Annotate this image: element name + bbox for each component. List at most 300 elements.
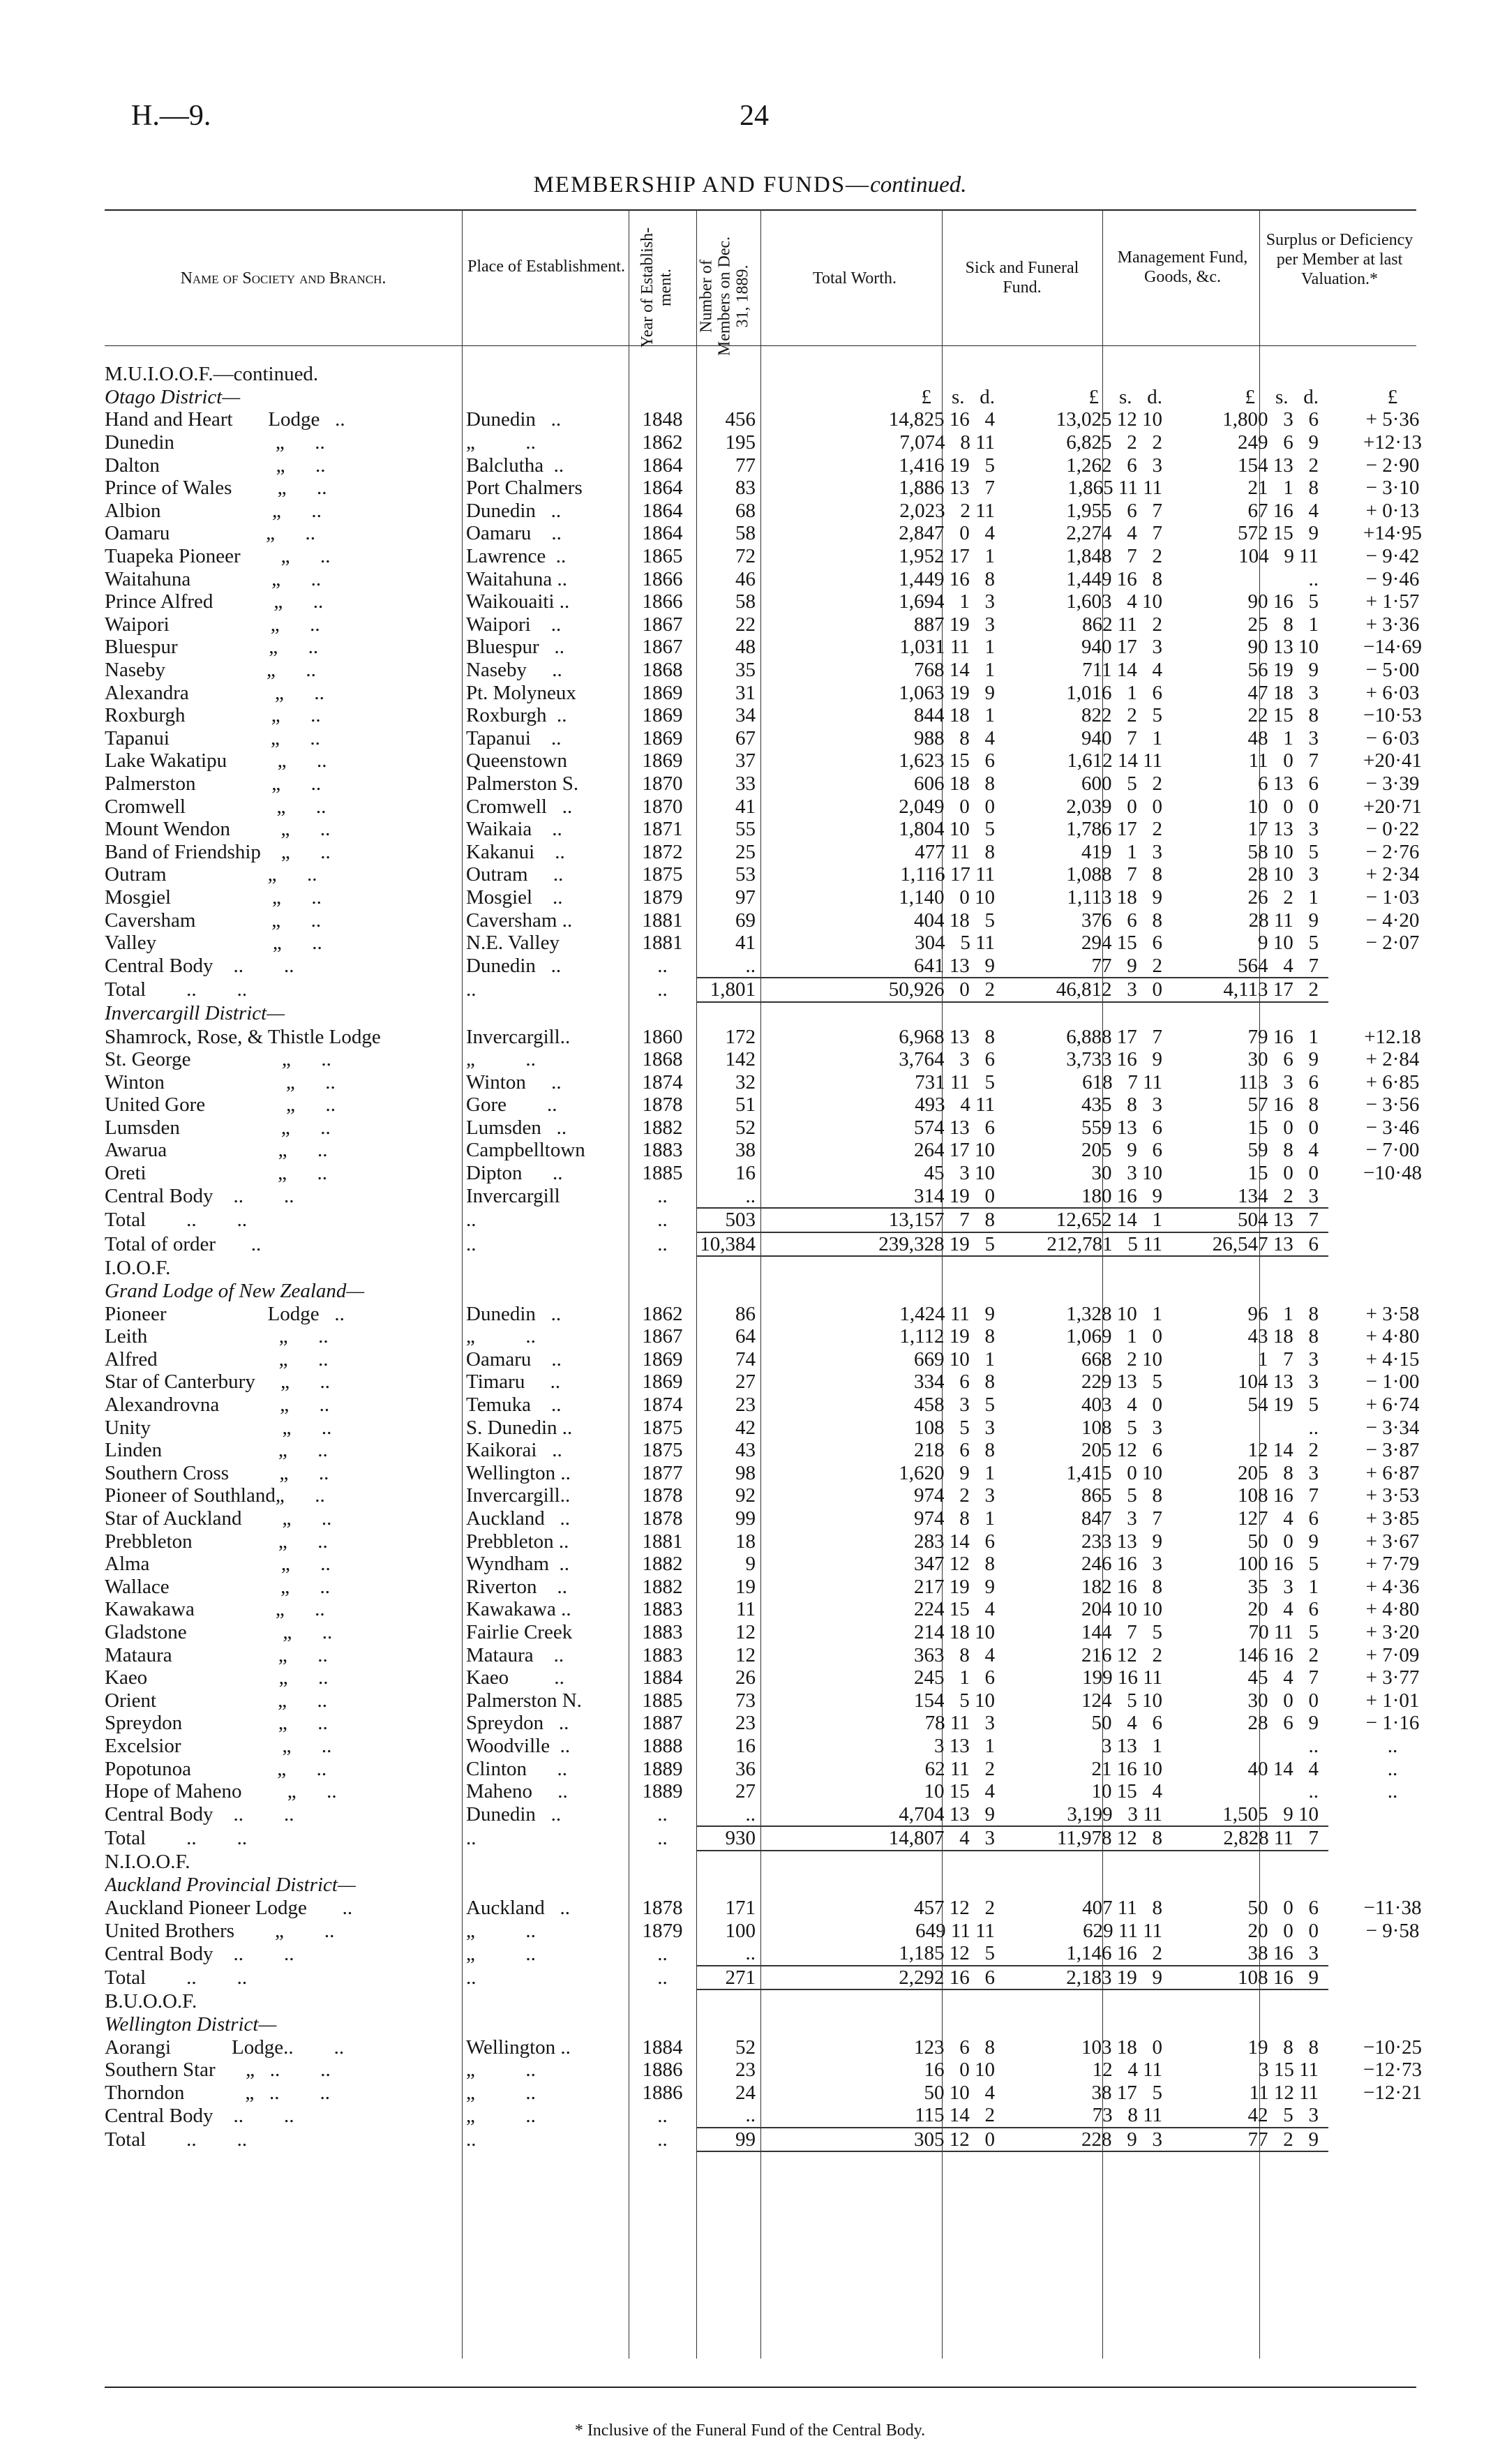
cell-year: 1867 xyxy=(642,636,683,659)
cell-mf: .. xyxy=(1308,1734,1319,1757)
cell-tw: 1,952 17 1 xyxy=(899,545,995,568)
cell-mf: 249 6 9 xyxy=(1238,431,1319,454)
cell-year xyxy=(629,2013,696,2036)
cell-tw: 887 19 3 xyxy=(914,613,995,636)
table-row xyxy=(105,1689,1457,1712)
cell-year: 1884 xyxy=(642,1666,683,1689)
cell-name: Gladstone „ .. xyxy=(105,1620,333,1643)
cell-mem: 64 xyxy=(735,1325,756,1348)
cell-sf: 3,733 16 9 xyxy=(1066,1048,1162,1071)
cell-name: St. George „ .. xyxy=(105,1048,331,1071)
cell-sp xyxy=(1328,1966,1457,1990)
cell-tw: 1,112 19 8 xyxy=(899,1325,995,1348)
cell-mf: 28 11 9 xyxy=(1248,909,1319,932)
cell-tw: 218 6 8 xyxy=(914,1439,995,1462)
cell-place: Dunedin .. xyxy=(466,1803,562,1826)
cell-tw: 1,063 19 9 xyxy=(899,681,995,704)
cell-place: Prebbleton .. xyxy=(466,1530,569,1553)
cell-name: Kaeo „ .. xyxy=(105,1666,329,1689)
cell-name: Total .. .. xyxy=(105,1209,248,1232)
cell-place xyxy=(462,363,629,386)
cell-tw xyxy=(761,1851,1007,1874)
cell-place: „ .. xyxy=(466,1048,536,1071)
cell-name: Naseby „ .. xyxy=(105,659,316,682)
cell-place: .. xyxy=(466,1209,477,1232)
cell-tw: 50 10 4 xyxy=(924,2081,995,2104)
section-heading-row xyxy=(105,1002,1457,1026)
cell-name: Waitahuna „ .. xyxy=(105,567,322,590)
cell-year: 1878 xyxy=(642,1484,683,1507)
cell-sf: 46,812 3 0 xyxy=(1007,978,1172,1002)
cell-name: Central Body .. .. xyxy=(105,1803,294,1826)
cell-mem: 67 xyxy=(735,726,756,749)
cell-place: Kaikorai .. xyxy=(466,1439,562,1462)
cell-place: .. xyxy=(466,1966,477,1989)
cell-name: M.U.I.O.O.F.—continued. xyxy=(105,363,319,386)
table-row xyxy=(105,1416,1457,1439)
cell-sp: −10·53 xyxy=(1363,704,1422,727)
cell-mem: 503 xyxy=(696,1208,761,1232)
cell-mem: 23 xyxy=(735,1712,756,1735)
cell-mf: 26,547 13 6 xyxy=(1172,1232,1328,1257)
cell-sp: + 2·84 xyxy=(1365,1048,1420,1071)
cell-mem: 24 xyxy=(735,2081,756,2104)
cell-sp: −12·21 xyxy=(1363,2081,1422,2104)
cell-mem: 22 xyxy=(735,613,756,636)
cell-mf: 59 8 4 xyxy=(1247,1139,1319,1162)
cell-tw: 1,031 11 1 xyxy=(899,636,995,659)
cell-sf: 204 10 10 xyxy=(1081,1598,1162,1621)
cell-year: .. xyxy=(657,978,668,1001)
cell-mem xyxy=(696,1256,761,1280)
cell-place: „ .. xyxy=(466,1919,536,1942)
cell-sp xyxy=(1328,2104,1457,2128)
cell-sf: 2,039 0 0 xyxy=(1066,795,1162,818)
cell-name: Popotunoa „ .. xyxy=(105,1757,327,1780)
cell-name: Waipori „ .. xyxy=(105,613,320,636)
cell-mem: 11 xyxy=(736,1598,756,1621)
cell-mf: 90 16 5 xyxy=(1247,590,1319,613)
cell-mem xyxy=(696,1280,761,1303)
cell-name: Wellington District— xyxy=(105,2013,277,2036)
cell-name: Dunedin „ .. xyxy=(105,431,325,454)
table-row xyxy=(105,1070,1457,1093)
table-row xyxy=(105,659,1457,682)
cell-sp: +20·41 xyxy=(1363,749,1422,772)
cell-tw xyxy=(761,1280,1007,1303)
cell-tw: 1,424 11 9 xyxy=(899,1302,995,1325)
cell-name: Oamaru „ .. xyxy=(105,522,316,545)
cell-name: Excelsior „ .. xyxy=(105,1734,332,1757)
cell-sp: − 7·00 xyxy=(1365,1139,1420,1162)
cell-sp: + 3·36 xyxy=(1365,613,1420,636)
cell-sp: −10·25 xyxy=(1363,2036,1422,2059)
cell-sf: 3 13 1 xyxy=(1102,1734,1162,1757)
cell-name: Total .. .. xyxy=(105,1966,248,1989)
cell-tw: 239,328 19 5 xyxy=(761,1232,1007,1257)
table-row xyxy=(105,1643,1457,1666)
cell-place: Queenstown xyxy=(466,749,567,772)
table-row xyxy=(105,1919,1457,1942)
cell-sp: − 3·46 xyxy=(1365,1116,1420,1139)
cell-sp xyxy=(1328,1208,1457,1232)
table-row xyxy=(105,636,1457,659)
cell-place: Clinton .. xyxy=(466,1757,568,1780)
header-total-worth: Total Worth. xyxy=(813,269,897,288)
cell-mf: 56 19 9 xyxy=(1247,659,1319,682)
cell-sp: +12·13 xyxy=(1363,431,1422,454)
total-row xyxy=(105,1232,1457,1257)
table-row xyxy=(105,932,1457,955)
page-reference: H.—9. xyxy=(131,100,211,132)
cell-year: 1888 xyxy=(642,1734,683,1757)
cell-year: 1869 xyxy=(642,1371,683,1394)
cell-tw: 477 11 8 xyxy=(915,840,995,863)
cell-mem: 23 xyxy=(735,1394,756,1417)
cell-year: 1864 xyxy=(642,499,683,522)
cell-year xyxy=(629,1851,696,1874)
cell-mem: 74 xyxy=(735,1347,756,1371)
table-row xyxy=(105,772,1457,796)
cell-name: Central Body .. .. xyxy=(105,955,294,978)
cell-mf: 17 13 3 xyxy=(1247,818,1319,841)
cell-sf: 940 7 1 xyxy=(1081,726,1162,749)
cell-mem: 41 xyxy=(735,932,756,955)
table-row xyxy=(105,1780,1457,1803)
cell-tw: 16 0 10 xyxy=(924,2059,995,2082)
cell-mf: 38 16 3 xyxy=(1247,1942,1319,1965)
table-row xyxy=(105,1897,1457,1920)
cell-tw xyxy=(761,363,1007,386)
table-row xyxy=(105,1394,1457,1417)
cell-place: Tapanui .. xyxy=(466,726,562,749)
cell-name: Mosgiel „ .. xyxy=(105,886,322,909)
cell-sp: + 6·74 xyxy=(1365,1394,1420,1417)
cell-sf: 144 7 5 xyxy=(1081,1620,1162,1643)
cell-mem: 52 xyxy=(735,2036,756,2059)
cell-sf: 73 8 11 xyxy=(1092,2104,1162,2127)
cell-tw: 2,292 16 6 xyxy=(761,1966,1007,1990)
cell-mem: 53 xyxy=(735,863,756,886)
cell-tw: 1,140 0 10 xyxy=(899,886,995,909)
cell-sf: 1,865 11 11 xyxy=(1067,477,1162,500)
cell-sp xyxy=(1328,2013,1457,2036)
cell-mem: 58 xyxy=(735,522,756,545)
cell-mf: 19 8 8 xyxy=(1247,2036,1319,2059)
cell-mem: 12 xyxy=(735,1620,756,1643)
cell-sp: − 2·90 xyxy=(1365,454,1420,477)
cell-place: Wellington .. xyxy=(466,1461,571,1484)
cell-sf: 1,449 16 8 xyxy=(1066,567,1162,590)
cell-sp: + 3·67 xyxy=(1365,1530,1420,1553)
cell-mem: 271 xyxy=(696,1966,761,1990)
cell-mem: 73 xyxy=(735,1689,756,1712)
cell-year: 1875 xyxy=(642,863,683,886)
cell-place: Invercargill.. xyxy=(466,1484,571,1507)
cell-year: 1882 xyxy=(642,1553,683,1576)
section-heading-row xyxy=(105,1280,1457,1303)
cell-place: Riverton .. xyxy=(466,1575,567,1598)
cell-year xyxy=(629,1256,696,1280)
cell-sp xyxy=(1328,1280,1457,1303)
cell-mf: 11 0 7 xyxy=(1248,749,1319,772)
cell-place xyxy=(462,1874,629,1897)
cell-sp xyxy=(1328,1256,1457,1280)
cell-tw: 123 6 8 xyxy=(914,2036,995,2059)
cell-mf: 21 1 8 xyxy=(1247,477,1319,500)
cell-year: .. xyxy=(657,1232,668,1255)
cell-year: 1865 xyxy=(642,545,683,568)
cell-name: Pioneer of Southland„ .. xyxy=(105,1484,325,1507)
cell-mf: 1,800 3 6 xyxy=(1222,408,1319,431)
cell-mf: 57 16 8 xyxy=(1247,1093,1319,1117)
cell-name: Outram „ .. xyxy=(105,863,317,886)
cell-mem: .. xyxy=(745,1184,756,1207)
cell-year: 1875 xyxy=(642,1416,683,1439)
cell-place: „ .. xyxy=(466,2059,536,2082)
cell-mem: 172 xyxy=(725,1025,756,1048)
cell-year: 1869 xyxy=(642,726,683,749)
cell-mf: 58 10 5 xyxy=(1247,840,1319,863)
table-row xyxy=(105,727,1457,750)
footnote: * Inclusive of the Funeral Fund of the Central Body. xyxy=(574,2421,926,2440)
cell-year: 1883 xyxy=(642,1598,683,1621)
cell-mf xyxy=(1172,1256,1328,1280)
cell-sf: 10 15 4 xyxy=(1091,1780,1162,1803)
cell-place: Kaeo .. xyxy=(466,1666,564,1689)
cell-place: Cromwell .. xyxy=(466,795,573,818)
cell-mf: 50 0 6 xyxy=(1247,1897,1319,1920)
cell-sf: 182 16 8 xyxy=(1081,1575,1162,1598)
header-surplus: Surplus or Deficiency per Member at last Valuation.* xyxy=(1266,231,1413,288)
cell-sf xyxy=(1007,363,1172,386)
cell-mem: 34 xyxy=(735,704,756,727)
cell-sp xyxy=(1328,363,1457,386)
cell-place: Timaru .. xyxy=(466,1371,561,1394)
table-row xyxy=(105,1735,1457,1758)
table-row xyxy=(105,431,1457,454)
cell-sp: .. xyxy=(1387,1757,1398,1780)
cell-sp: − 2·07 xyxy=(1365,932,1420,955)
cell-year: 1886 xyxy=(642,2059,683,2082)
cell-name: Valley „ .. xyxy=(105,932,322,955)
cell-place: Outram .. xyxy=(466,863,564,886)
cell-mem xyxy=(696,363,761,386)
cell-tw: 224 15 4 xyxy=(914,1598,995,1621)
cell-mf: 504 13 7 xyxy=(1172,1208,1328,1232)
cell-sf: 3,199 3 11 xyxy=(1067,1802,1162,1825)
cell-mem xyxy=(696,1002,761,1026)
cell-tw: 768 14 1 xyxy=(914,659,995,682)
cell-name: Auckland Pioneer Lodge .. xyxy=(105,1897,353,1920)
section-heading-row xyxy=(105,363,1457,386)
cell-tw: 1,185 12 5 xyxy=(899,1942,995,1965)
cell-tw: 649 11 11 xyxy=(915,1919,995,1942)
cell-name: Alfred „ .. xyxy=(105,1347,329,1371)
cell-year: 1866 xyxy=(642,590,683,613)
cell-mf: 104 13 3 xyxy=(1238,1371,1319,1394)
cell-year: 1862 xyxy=(642,431,683,454)
cell-sf: 2,183 19 9 xyxy=(1007,1966,1172,1990)
cell-sf: 1,848 7 2 xyxy=(1066,545,1162,568)
cell-mf: .. xyxy=(1308,567,1319,590)
cell-sp xyxy=(1328,1851,1457,1874)
cell-sp: − 2·76 xyxy=(1365,840,1420,863)
cell-place xyxy=(462,1280,629,1303)
cell-year: 1868 xyxy=(642,659,683,682)
cell-year: 1878 xyxy=(642,1507,683,1530)
cell-mf: 35 3 1 xyxy=(1247,1575,1319,1598)
cell-year: 1870 xyxy=(642,772,683,795)
cell-sf: 1,786 17 2 xyxy=(1066,818,1162,841)
cell-year: 1866 xyxy=(642,567,683,590)
cell-name: Spreydon „ .. xyxy=(105,1712,328,1735)
header-place: Place of Establishment. xyxy=(467,257,625,276)
cell-place: Oamaru .. xyxy=(466,1347,562,1371)
cell-mem: 51 xyxy=(735,1093,756,1117)
cell-sp xyxy=(1328,1826,1457,1851)
table-row xyxy=(105,1666,1457,1689)
cell-mf xyxy=(1172,1989,1328,2013)
cell-year: 1874 xyxy=(642,1394,683,1417)
cell-tw: 6,968 13 8 xyxy=(899,1025,995,1048)
cell-sp: − 5·00 xyxy=(1365,659,1420,682)
table-row xyxy=(105,567,1457,590)
cell-sp: + 4·36 xyxy=(1365,1575,1420,1598)
cell-sf: 103 18 0 xyxy=(1081,2036,1162,2059)
header-sick-fund: Sick and Funeral Fund. xyxy=(965,259,1079,297)
cell-mf: 45 4 7 xyxy=(1247,1666,1319,1689)
cell-mf: 10 0 0 xyxy=(1247,795,1319,818)
table-row xyxy=(105,909,1457,932)
table-row xyxy=(105,840,1457,863)
cell-tw: 641 13 9 xyxy=(914,954,995,977)
cell-place: Oamaru .. xyxy=(466,522,562,545)
cell-place: Wellington .. xyxy=(466,2036,571,2059)
cell-name: Grand Lodge of New Zealand— xyxy=(105,1280,365,1303)
cell-tw: 404 18 5 xyxy=(914,909,995,932)
cell-sf xyxy=(1007,1280,1172,1303)
cell-tw: 62 11 2 xyxy=(924,1757,995,1780)
cell-sp: − 1·00 xyxy=(1365,1371,1420,1394)
total-row xyxy=(105,2128,1457,2152)
cell-sf: 212,781 5 11 xyxy=(1007,1232,1172,1257)
cell-place xyxy=(462,1002,629,1026)
cell-mf: £ s. d. xyxy=(1245,385,1319,408)
cell-tw: 214 18 10 xyxy=(914,1620,995,1643)
cell-tw: 1,804 10 5 xyxy=(899,818,995,841)
cell-tw: £ s. d. xyxy=(921,385,995,408)
cell-sf xyxy=(1007,1256,1172,1280)
cell-name: Caversham „ .. xyxy=(105,909,322,932)
table-row xyxy=(105,1598,1457,1621)
cell-place: Bluespur .. xyxy=(466,636,564,659)
cell-sp: + 1·01 xyxy=(1365,1689,1420,1712)
cell-sp xyxy=(1328,978,1457,1002)
cell-sf: 419 1 3 xyxy=(1081,840,1162,863)
cell-sp xyxy=(1328,2128,1457,2152)
cell-name: Mount Wendon „ .. xyxy=(105,818,331,841)
cell-name: Star of Canterbury „ .. xyxy=(105,1371,330,1394)
cell-name: Albion „ .. xyxy=(105,499,322,522)
cell-mf: 30 0 0 xyxy=(1247,1689,1319,1712)
table-row xyxy=(105,1757,1457,1780)
table-row xyxy=(105,1621,1457,1644)
cell-year: .. xyxy=(657,1827,668,1850)
cell-sp xyxy=(1328,1232,1457,1257)
cell-sp: + 3·53 xyxy=(1365,1484,1420,1507)
cell-tw: 245 1 6 xyxy=(914,1666,995,1689)
cell-year: .. xyxy=(657,1209,668,1232)
cell-mem: 41 xyxy=(735,795,756,818)
cell-place: Fairlie Creek xyxy=(466,1620,573,1643)
cell-year: 1878 xyxy=(642,1897,683,1920)
cell-name: Kawakawa „ .. xyxy=(105,1598,325,1621)
cell-year: 1867 xyxy=(642,613,683,636)
cell-sf: 1,146 16 2 xyxy=(1066,1942,1162,1965)
cell-place: Lawrence .. xyxy=(466,545,567,568)
cell-name: Lumsden „ .. xyxy=(105,1116,331,1139)
cell-tw: 493 4 11 xyxy=(915,1093,995,1117)
section-heading-row xyxy=(105,1874,1457,1897)
cell-mf: 134 2 3 xyxy=(1238,1184,1319,1207)
cell-name: Hand and Heart Lodge .. xyxy=(105,408,345,431)
cell-tw: 7,074 8 11 xyxy=(899,431,995,454)
cell-mem: 37 xyxy=(735,749,756,772)
cell-place: Mataura .. xyxy=(466,1643,564,1666)
cell-sp: + 6·87 xyxy=(1365,1461,1420,1484)
cell-mf: 564 4 7 xyxy=(1238,954,1319,977)
cell-sp xyxy=(1328,1184,1457,1208)
cell-year: 1864 xyxy=(642,522,683,545)
cell-name: Unity „ .. xyxy=(105,1416,332,1439)
cell-year: 1887 xyxy=(642,1712,683,1735)
cell-place: Palmerston S. xyxy=(466,772,579,795)
header-year: Year of Establish-ment. xyxy=(638,227,675,348)
cell-tw: 2,023 2 11 xyxy=(899,499,995,522)
cell-year: 1869 xyxy=(642,681,683,704)
cell-mem: 55 xyxy=(735,818,756,841)
cell-sf: 629 11 11 xyxy=(1083,1919,1162,1942)
cell-name: Pioneer Lodge .. xyxy=(105,1302,345,1325)
cell-mem: 58 xyxy=(735,590,756,613)
table-row xyxy=(105,886,1457,909)
cell-mf: 54 19 5 xyxy=(1247,1394,1319,1417)
cell-mem: 16 xyxy=(735,1734,756,1757)
cell-mem: 16 xyxy=(735,1162,756,1185)
cell-sf: 1,069 1 0 xyxy=(1066,1325,1162,1348)
cell-tw: 606 18 8 xyxy=(914,772,995,795)
cell-place: „ .. xyxy=(466,431,536,454)
cell-name: Tuapeka Pioneer „ .. xyxy=(105,545,331,568)
cell-name: Band of Friendship „ .. xyxy=(105,840,331,863)
cell-tw: 10 15 4 xyxy=(924,1780,995,1803)
cell-place: Winton .. xyxy=(466,1070,562,1093)
cell-place xyxy=(462,1851,629,1874)
cell-place: Spreydon .. xyxy=(466,1712,569,1735)
total-row xyxy=(105,1826,1457,1851)
page-title: MEMBERSHIP AND FUNDS—continued. xyxy=(533,172,967,197)
cell-year xyxy=(629,1280,696,1303)
cell-mf: 1 7 3 xyxy=(1258,1347,1319,1371)
cell-mem: 19 xyxy=(735,1575,756,1598)
table-row xyxy=(105,1117,1457,1140)
cell-mem: 18 xyxy=(735,1530,756,1553)
cell-mf xyxy=(1172,363,1328,386)
cell-name: Winton „ .. xyxy=(105,1070,336,1093)
cell-year: 1879 xyxy=(642,1919,683,1942)
cell-sp: − 9·58 xyxy=(1365,1919,1420,1942)
